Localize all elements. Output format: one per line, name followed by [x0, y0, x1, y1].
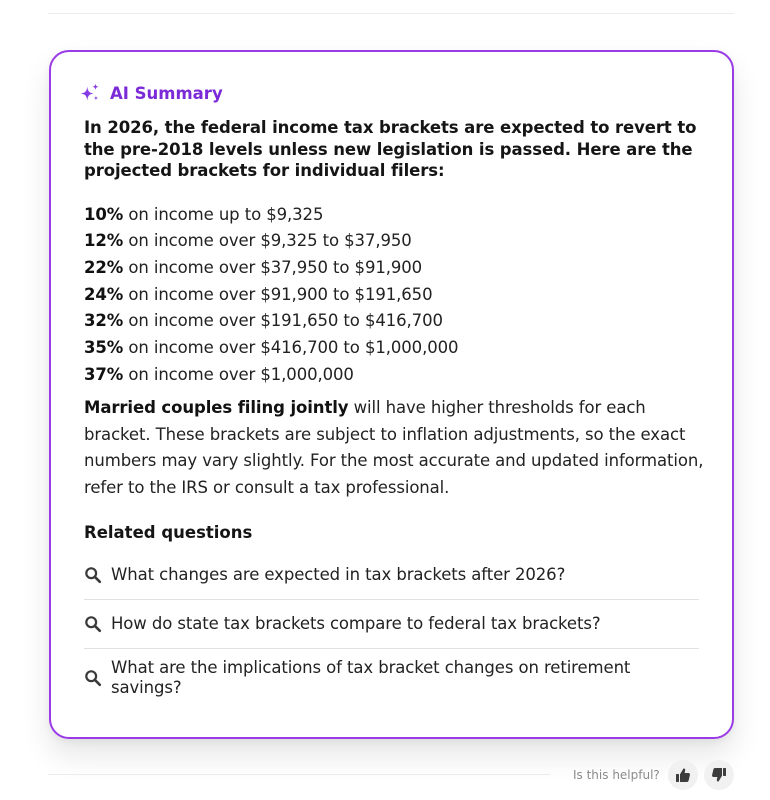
related-question-item[interactable] — [84, 551, 699, 600]
bracket-range: on income over $37,950 to $91,900 — [123, 257, 423, 277]
summary-note-text: will have higher thresholds for each bracket. These brackets are subject to inflation adjustments, so the exact numbers may vary slightly. For the most accurate and updated information, refer to the IRS or consult a tax professional. — [84, 398, 704, 497]
bracket-rate: 22% — [84, 257, 124, 277]
bracket-rate: 37% — [84, 364, 124, 384]
bracket-range: on income over $191,650 to $416,700 — [123, 311, 443, 331]
bracket-row — [84, 202, 714, 229]
related-questions-list — [84, 551, 699, 707]
related-question-item[interactable] — [84, 649, 699, 707]
bracket-range: on income over $9,325 to $37,950 — [123, 231, 412, 251]
bracket-rate: 35% — [84, 338, 124, 358]
bracket-row — [84, 255, 714, 282]
summary-intro: In 2026, the federal income tax brackets are expected to revert to the pre-2018 levels unless new legislation is passed. Here are the projected brackets for individual filers: — [84, 118, 697, 180]
bracket-rate: 32% — [84, 311, 124, 331]
top-divider — [48, 13, 734, 14]
bracket-range: on income up to $9,325 — [123, 204, 324, 224]
bracket-rate: 24% — [84, 284, 124, 304]
bracket-rate: 12% — [84, 231, 124, 251]
bracket-list — [84, 202, 714, 389]
bracket-row — [84, 282, 714, 309]
summary-note-emphasis: Married couples filing jointly — [84, 398, 349, 418]
ai-summary-header — [84, 80, 714, 106]
sparkle-icon — [79, 82, 101, 104]
ai-summary-title: AI Summary — [110, 83, 223, 103]
related-question-text: What are the implications of tax bracket changes on retirement savings? — [111, 658, 631, 698]
bracket-range: on income over $1,000,000 — [123, 364, 354, 384]
search-icon — [84, 669, 102, 687]
related-questions-heading: Related questions — [84, 523, 253, 543]
search-icon — [84, 566, 102, 584]
helpful-prompt: Is this helpful? — [573, 768, 660, 782]
bracket-rate: 10% — [84, 204, 124, 224]
ai-summary-card — [49, 50, 734, 739]
bottom-divider — [48, 774, 550, 775]
search-icon — [84, 615, 102, 633]
summary-note — [84, 395, 714, 501]
bracket-row — [84, 228, 714, 255]
bracket-range: on income over $416,700 to $1,000,000 — [123, 338, 459, 358]
thumbs-down-button[interactable] — [704, 760, 734, 790]
related-question-text: How do state tax brackets compare to federal tax brackets? — [111, 614, 601, 634]
thumbs-down-icon — [711, 767, 727, 783]
bracket-row — [84, 308, 714, 335]
related-question-item[interactable] — [84, 600, 699, 649]
bracket-row — [84, 335, 714, 362]
related-question-text: What changes are expected in tax brackets after 2026? — [111, 565, 566, 585]
bracket-range: on income over $91,900 to $191,650 — [123, 284, 433, 304]
thumbs-up-button[interactable] — [668, 760, 698, 790]
bracket-row — [84, 362, 714, 389]
thumbs-up-icon — [675, 767, 691, 783]
